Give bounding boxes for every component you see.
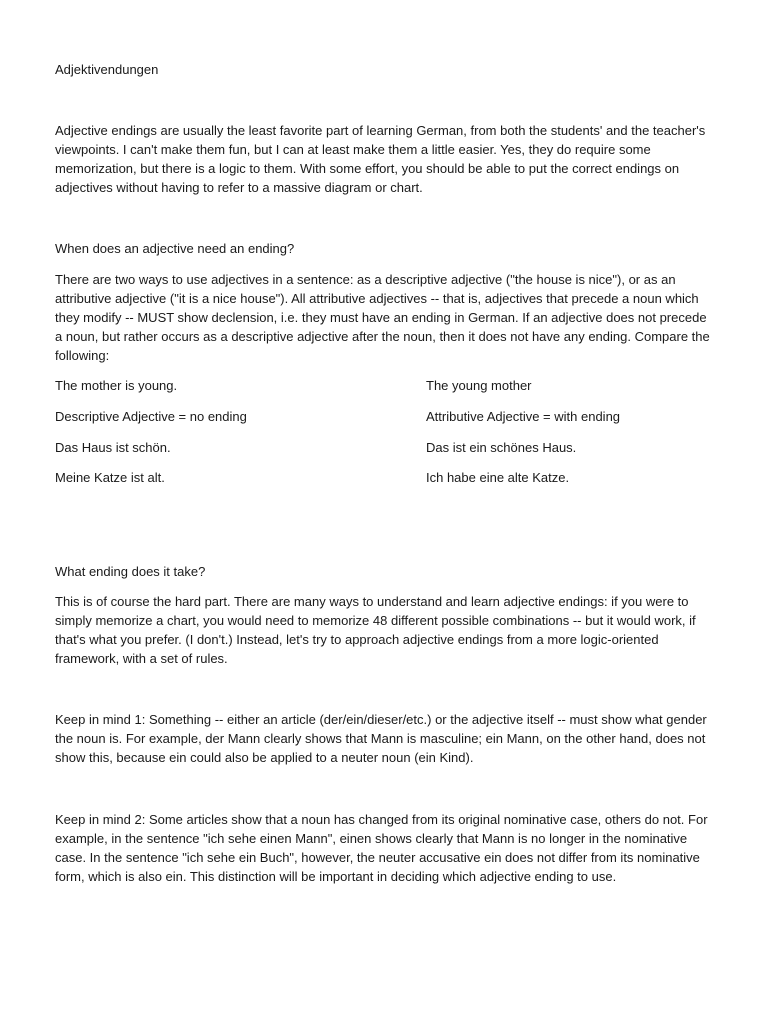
section-heading-which-ending: What ending does it take? (55, 564, 206, 579)
keep-in-mind-1-paragraph: Keep in mind 1: Something -- either an article (der/ein/dieser/etc.) or the adjective itself -- must show what gender the noun is. For example, der Mann clearly shows that Mann is masculine; ein Mann, on the other hand, does not show this, because ein could also be applied to a neuter noun (ein Kind). (55, 712, 707, 765)
comparison-right-cell: Ich habe eine alte Katze. (426, 470, 570, 485)
comparison-left-cell: Meine Katze ist alt. (55, 470, 165, 485)
comparison-right-cell: Das ist ein schönes Haus. (426, 440, 577, 455)
keep-in-mind-2-paragraph: Keep in mind 2: Some articles show that a noun has changed from its original nominative case, others do not. For example, in the sentence "ich sehe einen Mann", einen shows clearly that Mann is no longer in the nominative case. In the sentence "ich sehe ein Buch", however, the neuter accusative ein does not differ from its nominative form, which is also ein. This distinction will be important in deciding which adjective ending to use. (55, 812, 708, 884)
document-title: Adjektivendungen (55, 62, 159, 77)
comparison-left-cell: Descriptive Adjective = no ending (55, 409, 247, 424)
comparison-right-cell: The young mother (426, 378, 532, 393)
comparison-right-cell: Attributive Adjective = with ending (426, 409, 621, 424)
comparison-left-cell: Das Haus ist schön. (55, 440, 171, 455)
intro-paragraph: Adjective endings are usually the least favorite part of learning German, from both the students' and the teacher's viewpoints. I can't make them fun, but I can at least make them a little easier. Yes, they do require some memorization, but there is a logic to them. With some effort, you should be able to put the correct endings on adjectives without having to refer to a massive diagram or chart. (55, 123, 706, 195)
section-body-adjective-ending: There are two ways to use adjectives in a sentence: as a descriptive adjective ("the house is nice"), or as an attributive adjective ("it is a nice house"). All attributive adjectives -- that is, adjectives that precede a noun which they modify -- MUST show declension, i.e. they must have an ending in German. If an adjective does not precede a noun, but rather occurs as a descriptive adjective after the noun, then it does not have any ending. Compare the following: (55, 272, 710, 363)
comparison-left-cell: The mother is young. (55, 378, 178, 393)
section-heading-adjective-ending: When does an adjective need an ending? (55, 241, 295, 256)
section-body-which-ending: This is of course the hard part. There are many ways to understand and learn adjective endings: if you were to simply memorize a chart, you would need to memorize 48 different possible combinations -- but it would work, if that's what you prefer. (I don't.) Instead, let's try to approach adjective endings from a more logic-oriented framework, with a set of rules. (55, 594, 696, 666)
